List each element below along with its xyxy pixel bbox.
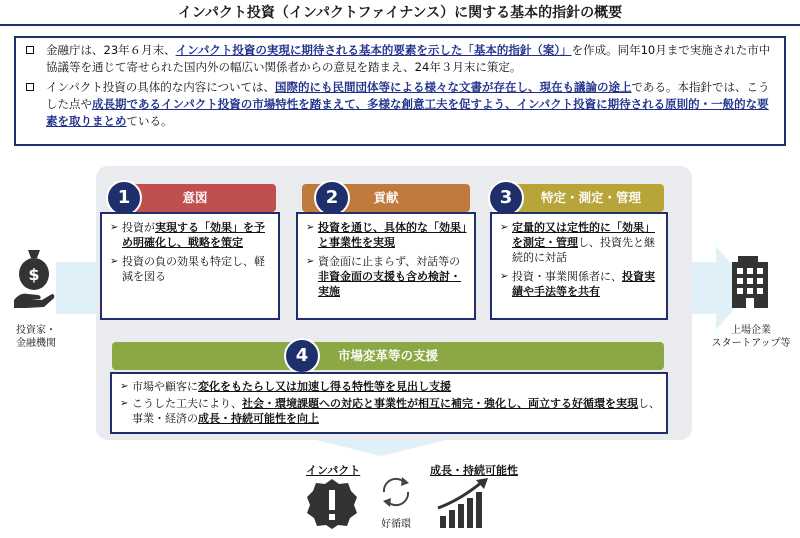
card-4-body <box>110 372 668 434</box>
building-icon <box>728 254 772 310</box>
square-bullet-icon <box>26 46 34 54</box>
growth-label: 成長・持続可能性 <box>430 464 518 477</box>
list-item: ➢ 投資の負の効果も特定し、軽減を図る <box>110 255 265 283</box>
card-1-header: 意図 <box>114 184 276 212</box>
card-2-body <box>296 212 476 320</box>
card-2-number: 2 <box>314 180 350 216</box>
list-item: ➢ 市場や顧客に変化をもたらし又は加速し得る特性等を見出し支援 <box>120 380 451 393</box>
summary-bullet-2: インパクト投資の具体的な内容については、国際的にも民間団体等による様々な文書が存在し、現在も議論の途上である。本指針では、こうした点や成長期であるインパクト投資の市場特性を踏まえて、多様な創意工夫を促すよう、インパクト投資に期待される原則的・一般的な要素を取りまとめている。 <box>26 79 776 130</box>
list-item: ➢ 投資を通じ、具体的な「効果」と事業性を実現 <box>306 221 467 249</box>
investor-label: 投資家・ 金融機関 <box>16 325 56 349</box>
list-item: ➢ 投資が実現する「効果」を予め明確化し、戦略を策定 <box>110 221 265 249</box>
card-3-header: 特定・測定・管理 <box>498 184 664 212</box>
cycle-arrows-icon <box>378 474 414 510</box>
money-bag-icon <box>12 248 56 312</box>
list-item: ➢ 定量的又は定性的に「効果」を測定・管理し、投資先と継続的に対話 <box>500 221 655 264</box>
card-4-header: 市場変革等の支援 <box>112 342 664 370</box>
impact-label: インパクト <box>306 464 361 477</box>
square-bullet-icon <box>26 83 34 91</box>
company-label: 上場企業 スタートアップ等 <box>711 325 791 349</box>
card-1-number: 1 <box>106 180 142 216</box>
card-3-body <box>490 212 668 320</box>
title-bar <box>0 0 800 26</box>
summary-box <box>14 36 786 146</box>
growth-chart-icon <box>436 478 492 530</box>
list-item: ➢ 投資・事業関係者に、投資実績や手法等を共有 <box>500 270 655 298</box>
impact-badge-icon <box>306 478 358 530</box>
svg-text:$: $ <box>28 265 40 284</box>
list-item: ➢ こうした工夫により、社会・環境課題への対応と事業性が相互に補完・強化し、両立する好循環を実現し、事業・経済の成長・持続可能性を向上 <box>120 397 660 425</box>
card-2-header: 貢献 <box>302 184 470 212</box>
card-1-body <box>100 212 280 320</box>
card-3-number: 3 <box>488 180 524 216</box>
summary-bullet-1: 金融庁は、23年６月末、インパクト投資の実現に期待される基本的要素を示した「基本的指針（案）」を作成。同年10月まで実施された市中協議等を通じて寄せられた国内外の幅広い関係者からの意見を踏まえ、24年３月末に策定。 <box>26 42 776 76</box>
cycle-label: 好循環 <box>381 519 411 530</box>
down-arrow-icon <box>316 440 446 456</box>
page-title: インパクト投資（インパクトファイナンス）に関する基本的指針の概要 <box>177 5 623 21</box>
list-item: ➢ 資金面に止まらず、対話等の非資金面の支援も含め検討・実施 <box>306 255 461 298</box>
card-4-number: 4 <box>284 338 320 374</box>
